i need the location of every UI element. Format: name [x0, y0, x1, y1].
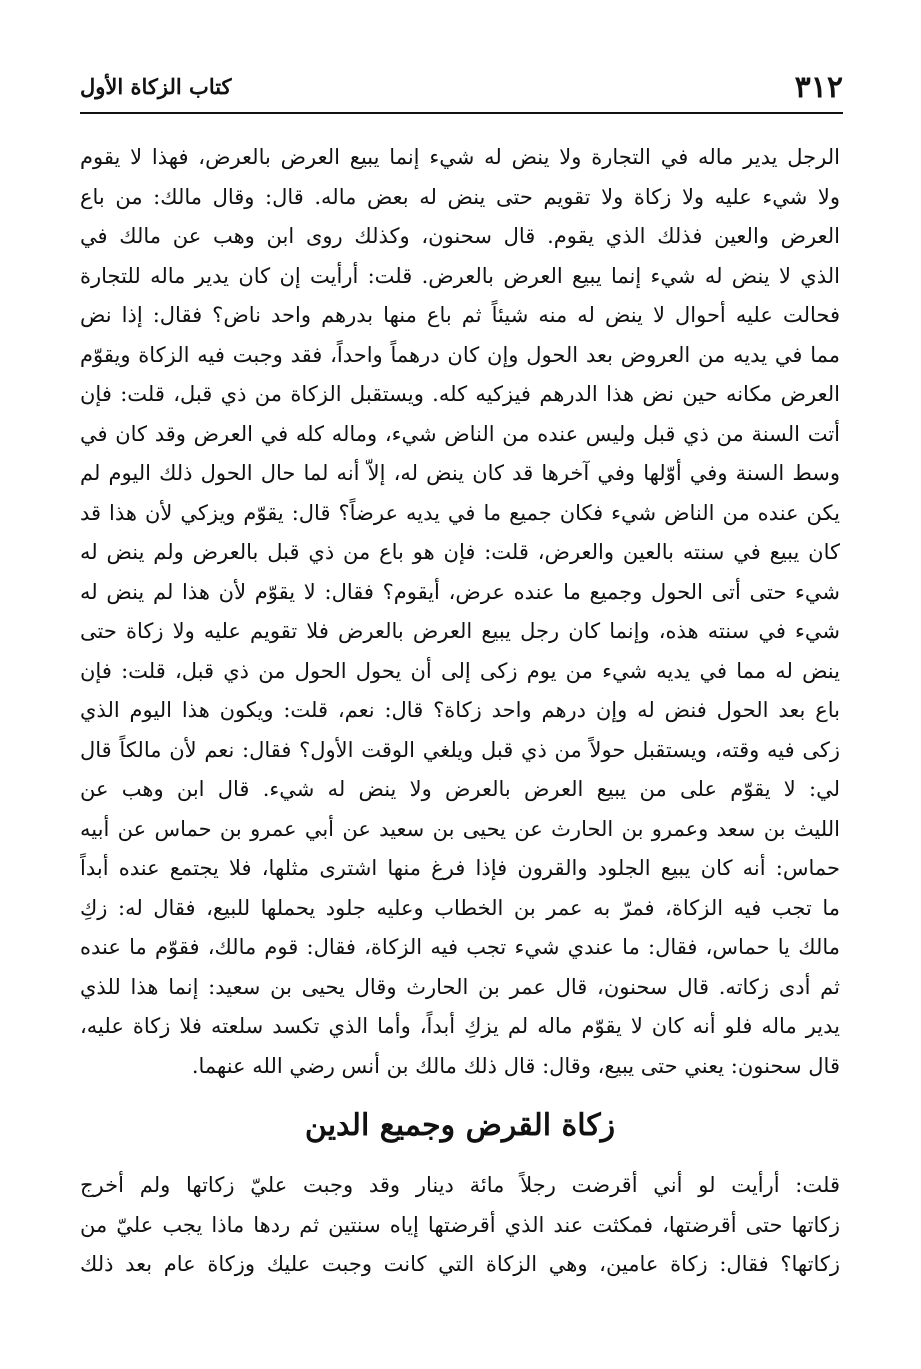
text-line: شيء في سنته هذه، وإنما كان رجل يبيع العرض بالعرض فلا تقويم عليه ولا زكاة حتى [80, 619, 840, 643]
text-line: مما في يديه من العروض بعد الحول وإن كان درهماً واحداً، فقد وجبت فيه الزكاة ويقوّم [80, 342, 840, 367]
text-line: زكى فيه وقته، ويستقبل حولاً من ذي قبل ويلغي الوقت الأول؟ فقال: نعم لأن مالكاً قال [80, 737, 840, 762]
text-line: ما تجب فيه الزكاة، فمرّ به عمر بن الخطاب وعليه جلود يحملها للبيع، فقال له: زكِ [80, 895, 840, 920]
text-line: لي: لا يقوّم على من يبيع العرض بالعرض ولا ينض له شيء. قال ابن وهب عن [80, 777, 840, 801]
text-line: باع بعد الحول فنض له وإن درهم واحد زكاة؟ قال: نعم، قلت: ويكون هذا اليوم الذي [80, 698, 840, 722]
text-line: الرجل يدير ماله في التجارة ولا ينض له شيء إنما يبيع العرض بالعرض، فهذا لا يقوم [80, 145, 840, 169]
page-header [80, 68, 843, 108]
section-text-line: قلت: أرأيت لو أني أقرضت رجلاً مائة دينار وقد وجبت عليّ زكاتها ولم أخرج [80, 1173, 840, 1197]
text-line: ولا شيء عليه ولا زكاة ولا تقويم حتى ينض له بعض ماله. قال: وقال مالك: من باع [80, 184, 840, 209]
text-line: أتت السنة من ذي قبل وليس عنده من الناض شيء، وماله كله في العرض وقد كان في [80, 421, 840, 446]
text-line: قال سحنون: يعني حتى يبيع، وقال: قال ذلك مالك بن أنس رضي الله عنهما. [191, 1053, 840, 1078]
text-line: وسط السنة وفي أوّلها وفي آخرها قد كان ينض له، إلاّ أنه لما حال الحول ذلك اليوم لم [80, 461, 840, 485]
section-text-line: زكاتها حتى أقرضتها، فمكثت عند الذي أقرضتها إياه سنتين ثم ردها ماذا يجب عليّ من [80, 1212, 840, 1237]
text-line: شيء حتى أتى الحول وجميع ما عنده عرض، أيقوم؟ فقال: لا يقوّم لأن هذا لم ينض له [80, 579, 840, 604]
text-line: مالك يا حماس، فقال: ما عندي شيء تجب فيه الزكاة، فقال: قوم مالك، فقوّم ما عنده [80, 935, 840, 959]
text-line: حماس: أنه كان يبيع الجلود والقرون فإذا فرغ منها اشترى مثلها، فلا يجتمع عنده أبداً [80, 856, 840, 880]
text-line: فحالت عليه أحوال لا ينض له منه شيئاً ثم باع منها بدرهم واحد ناض؟ فقال: إذا نض [80, 303, 840, 327]
running-title: كتاب الزكاة الأول [80, 74, 232, 99]
section-text-line: زكاتها؟ فقال: زكاة عامين، وهي الزكاة التي كانت وجبت عليك وزكاة عام بعد ذلك [80, 1252, 840, 1276]
text-line: العرض مكانه حين نض هذا الدرهم فيزكيه كله. ويستقبل الزكاة من ذي قبل، قلت: فإن [80, 382, 840, 406]
text-line: الذي لا ينض له شيء إنما يبيع العرض بالعرض. قلت: أرأيت إن كان يدير ماله للتجارة [80, 263, 840, 288]
main-text [80, 138, 840, 1285]
text-line: يكن عنده من الناض شيء فكان جميع ما في يديه عرضاً؟ قال: يقوّم ويزكي لأن هذا قد [80, 500, 840, 525]
text-line: ثم أدى زكاته. قال سحنون، قال عمر بن الحارث وقال يحيى بن سعيد: إنما هذا للذي [80, 974, 840, 999]
text-line: ينض له مما في يديه شيء من يوم زكى إلى أن يحول الحول من ذي قبل، قلت: فإن [80, 658, 840, 683]
text-line: الليث بن سعد وعمرو بن الحارث عن يحيى بن سعيد عن أبي عمرو بن حماس عن أبيه [80, 816, 840, 841]
page-number: ٣١٢ [794, 70, 843, 105]
text-line: يدير ماله فلو أنه كان لا يقوّم ماله لم يزكِ أبداً، وأما الذي تكسد سلعته فلا زكاة عليه، [80, 1014, 840, 1038]
section-heading: زكاة القرض وجميع الدين [304, 1108, 616, 1143]
text-line: العرض والعين فذلك الذي يقوم. قال سحنون، وكذلك روى ابن وهب عن مالك في [80, 224, 840, 248]
header-rule [80, 112, 843, 114]
text-line: كان يبيع في سنته بالعين والعرض، قلت: فإن هو باع من ذي قبل بالعرض ولم ينض له [80, 540, 840, 564]
